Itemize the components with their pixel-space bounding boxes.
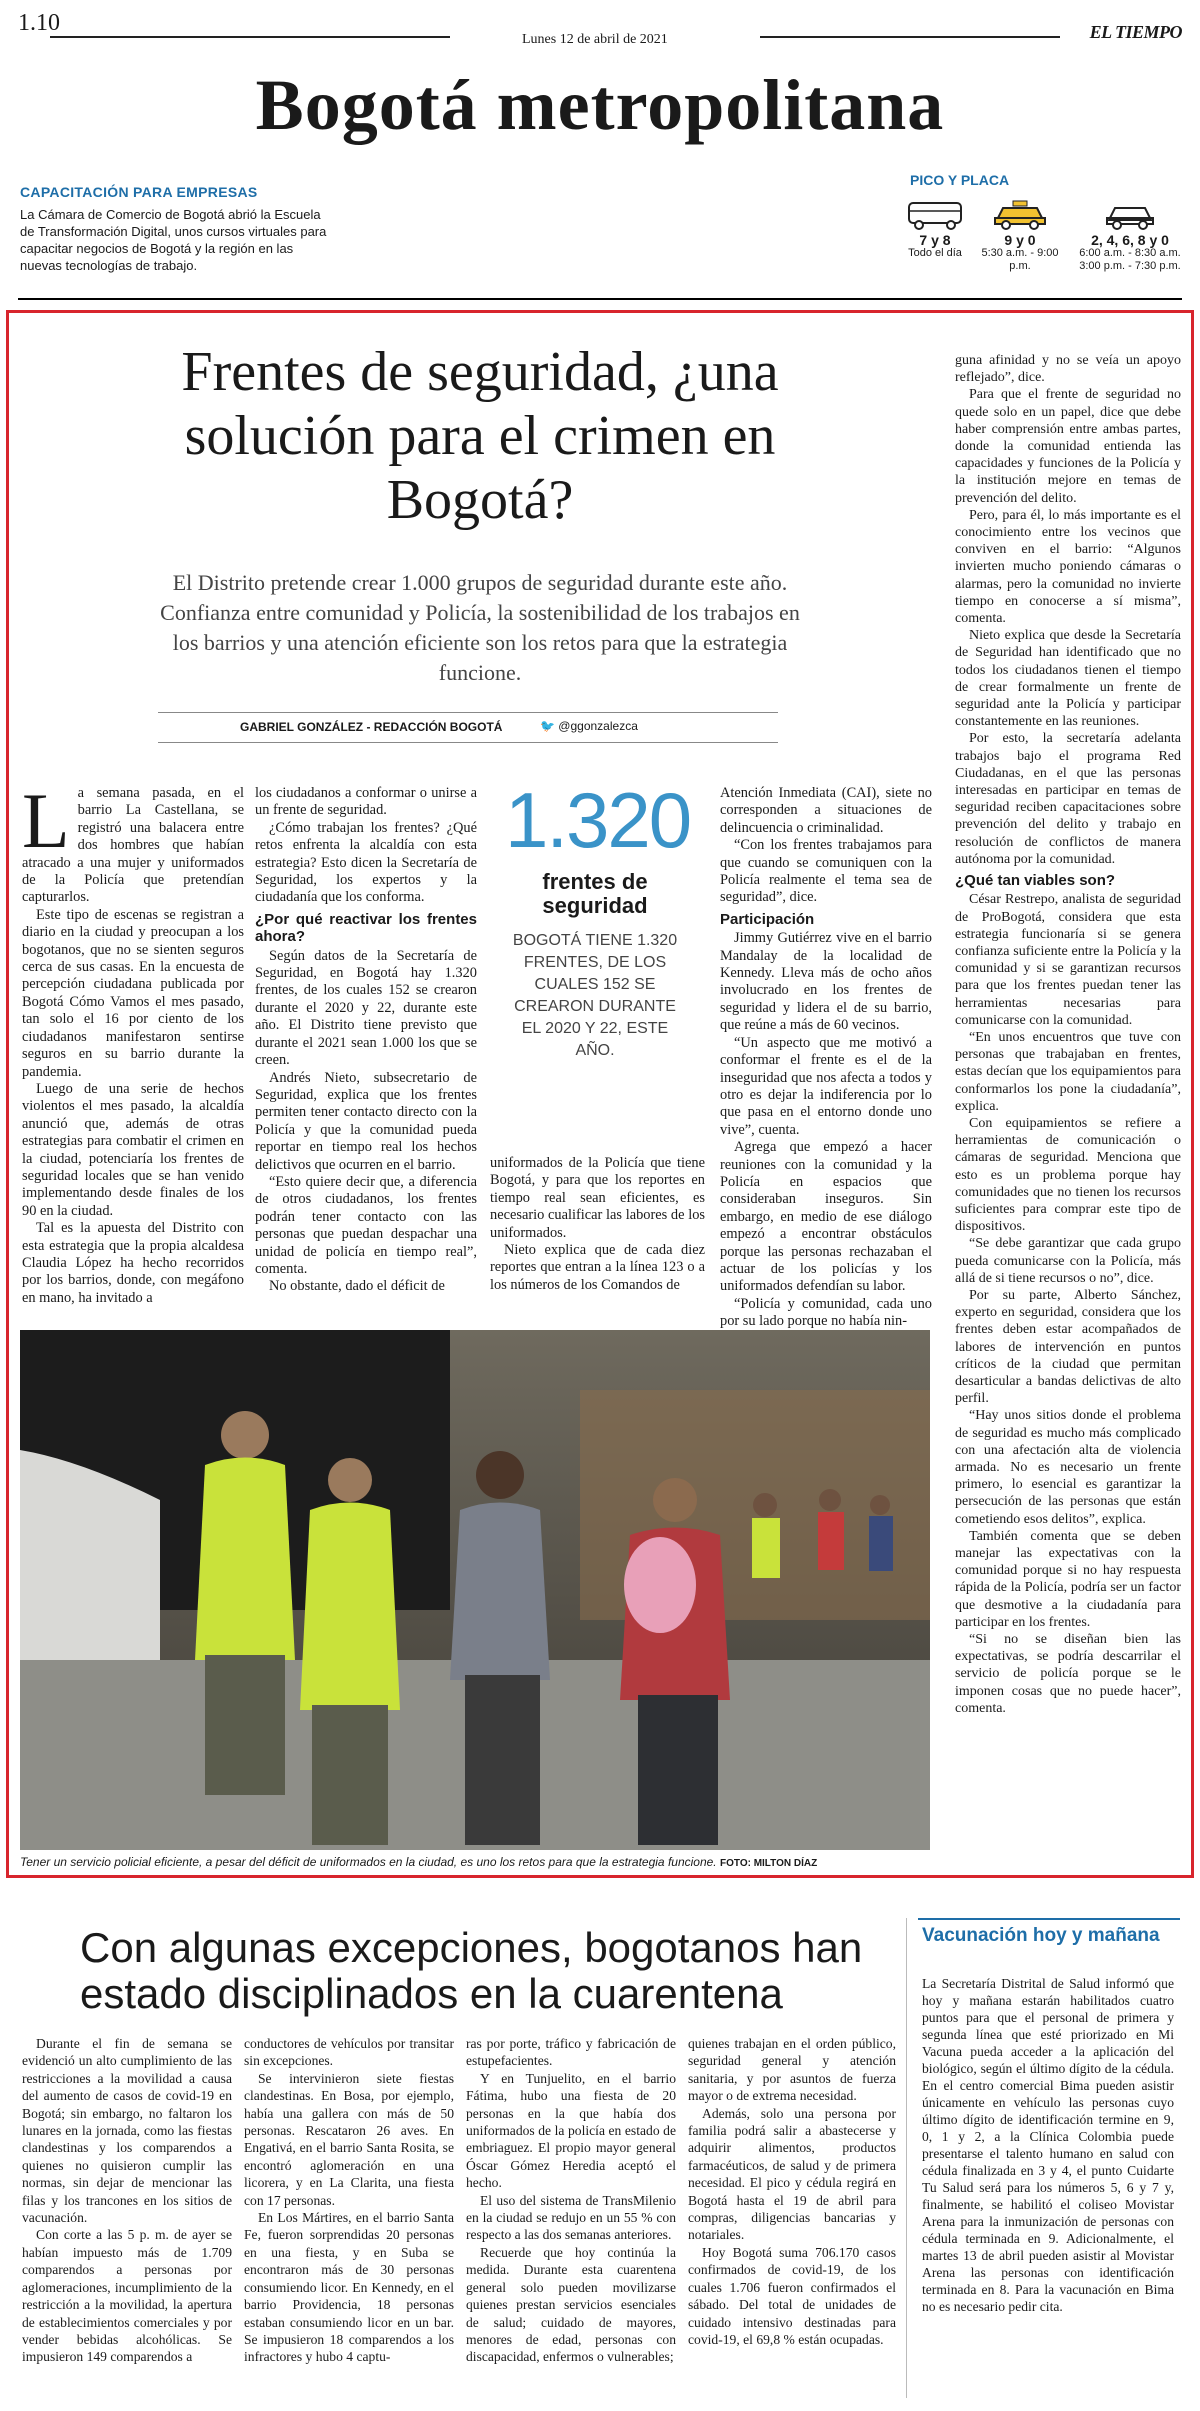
paragraph: Durante el fin de semana se evidenció un alto cumplimiento de las restricciones a la movilidad a causa del aumento de casos de covid-19 en Bogotá; sin embargo, no faltaron los lunares en la jornada, como las fiestas clandestinas y los comparendos a quienes no quisieron cumplir las normas, sin dejar de mencionar las filas y los trancones en los sitios de vacunación. [22,2036,232,2226]
section-title: Bogotá metropolitana [255,65,945,145]
vaccination-title: Vacunación hoy y mañana [922,1925,1160,1946]
paragraph: También comenta que se deben manejar las expectativas con la comunidad porque si no hay respuesta rápida de la Policía, podría ser un factor que desmotive a la ciudadanía para participar en los frentes. [955,1528,1181,1630]
paragraph: Y en Tunjuelito, en el barrio Fátima, hubo una fiesta de 20 personas en la que había dos uniformados de la policía en estado de embriaguez. El propio mayor general Óscar Gómez Heredia aceptó el hecho. [466,2070,676,2191]
article-column-2 [255,785,477,1296]
masthead-logo: EL TIEMPO [1089,22,1182,42]
subhead: ¿Por qué reactivar los frentes ahora? [255,910,477,946]
paragraph: ras por porte, tráfico y fabricación de estupefacientes. [466,2036,676,2069]
brief-kicker: CAPACITACIÓN PARA EMPRESAS [20,184,258,200]
paragraph: “Policía y comunidad, cada uno por su lado porque no había nin- [720,1295,932,1330]
paragraph: ¿Cómo trabajan los frentes? ¿Qué retos enfrenta la alcaldía con esta estrategia? Esto dicen la Secretaría de Seguridad, los expertos y la ciudadanía que los conforma. [255,819,477,906]
paragraph: Pero, para él, lo más importante es el conocimiento entre los vecinos que conviven en el barrio: “Algunos invierten mucho poniendo cámaras o alarmas, pero la comunidad no invierte tiempo en conocerse a sí misma”, comenta. [955,507,1181,627]
paragraph: Atención Inmediata (CAI), siete no corresponden a situaciones de delincuencia o criminalidad. [720,785,932,836]
taxi-days: 9 y 0 [1004,232,1036,248]
car-icon [1075,198,1185,232]
paragraph: Por esto, la secretaría adelanta trabajos bajo el programa Red Ciudadanas, en el que las personas interesadas en participar en temas de seguridad reciben capacitaciones sobre prevención del delito y trabajo en resolución de conflictos de manera autónoma por la comunidad. [955,731,1181,867]
article-column-3 [490,1155,705,1294]
article-photo [20,1330,930,1850]
byline-rule-bottom [158,742,778,743]
paragraph: Por su parte, Alberto Sánchez, experto en seguridad, considera que los frentes deben estar acompañados de labores de intervención en puntos críticos de la ciudad que permitan desarticular a bandas delictivas de alto perfil. [955,1287,1181,1407]
article2-headline: Con algunas excepciones, bogotanos han estado disciplinados en la cuarentena [80,1924,863,2017]
pico-y-placa-title: PICO Y PLACA [910,172,1010,188]
article-column-1 [22,777,244,1307]
paragraph: Con corte a las 5 p. m. de ayer se habían impuesto más de 1.709 comparendos a personas por aglomeraciones, incumplimiento de la restricción a la movilidad, la apertura de establecimientos comerciales y por vender bebidas alcohólicas. Se impusieron 149 comparendos a [22,2227,232,2365]
paragraph: Además, solo una persona por familia podrá salir a abastecerse y adquirir alimentos, productos farmacéuticos, de salud y de primera necesidad. El pico y cédula regirá en Bogotá hasta el 19 de abril para compras, diligencias bancarias y notariales. [688,2105,896,2243]
taxi-icon [970,198,1070,232]
brief-text: La Cámara de Comercio de Bogotá abrió la Escuela de Transformación Digital, unos cursos virtuales para capacitar negocios de Bogotá y la región en las nuevas tecnologías de trabajo. [20,207,327,273]
date-line: Lunes 12 de abril de 2021 [522,32,668,47]
byline: GABRIEL GONZÁLEZ - REDACCIÓN BOGOTÁ [240,720,503,734]
stat-number: 1.320 [505,776,691,864]
paragraph: quienes trabajan en el orden público, seguridad general y atención sanitaria, y por asuntos de fuerza mayor o de extrema necesidad. [688,2036,896,2104]
paragraph: “Un aspecto que me motivó a conformar el frente es el de la inseguridad que nos afecta a todos y otro es dejar la indiferencia por lo que pasa en el entorno donde uno vive”, cuenta. [720,1034,932,1138]
paragraph: Jimmy Gutiérrez vive en el barrio Mandalay de la localidad de Kennedy. Lleva más de ocho años involucrado en los frentes de seguridad y lidera el de su barrio, que reúne a más de 60 vecinos. [720,930,932,1034]
vaccination-text: La Secretaría Distrital de Salud informó que hoy y mañana estarán habilitados cuatro puntos para que el personal de primera y segunda línea que esté priorizado en Mi Vacuna pueda acceder a la aplicación del biológico, según el último dígito de la cédula. En el centro comercial Bima pueden asistir únicamente en vehículo las personas cuyo último dígito de identificación termine en 9, 0, 1 y 2, a la Clínica Colombia puede presentarse el talento humano en salud con cédula finalizada en 3 y 4, el punto Cuidarte Tu Salud será para los números 5, 6 y 7 y, finalmente, se habilitó el coliseo Movistar Arena para la inmunización de personas con cédula terminada en 9. Adicionalmente, el martes 13 de abril pueden asistir al Movistar Arena las personas con identificación terminada en 8. Para la vacunación en Bima no es necesario pedir cita. [922,1976,1174,2314]
stat-label: frentes de seguridad [542,869,648,918]
article-column-4 [720,785,932,1331]
column-divider [906,1918,907,2398]
paragraph: Según datos de la Secretaría de Seguridad, en Bogotá hay 1.320 frentes, de los cuales 152 se crearon durante el 2020 y 22, durante este año. El Distrito tiene previsto que durante el 2021 sean 1.000 los que se creen. [255,947,477,1069]
subhead: ¿Qué tan viables son? [955,872,1116,890]
paragraph: “En unos encuentros que tuve con personas que trabajaban en frentes, estas decían que los equipamientos para conformarlos los pone la ciudadanía”, explica. [955,1029,1181,1114]
paragraph: “Se debe garantizar que cada grupo pueda comunicarse con la Policía, más allá de si tiene recursos o no”, dice. [955,1236,1181,1286]
car-hours: 6:00 a.m. - 8:30 a.m. 3:00 p.m. - 7:30 p.m. [1079,247,1181,272]
top-rule-left [50,36,450,38]
paragraph: En Los Mártires, en el barrio Santa Fe, fueron sorprendidas 20 personas en una fiesta, y en Suba se encontraron más de 30 personas consumiendo licor. En Kennedy, en el barrio Providencia, 18 personas estaban consumiendo licor en un bar. Se impusieron 18 comparendos a los infractores y hubo 4 captu- [244,2210,454,2365]
drop-cap: L [22,777,70,864]
bus-days: 7 y 8 [919,232,951,248]
paragraph: Nieto explica que de cada diez reportes que entran a la línea 123 o a los números de los Comandos de [490,1242,705,1293]
paragraph: Luego de una serie de hechos violentos el mes pasado, la alcaldía anunció que, además de otras estrategias para combatir el crimen en la ciudad, potenciaría los frentes de seguridad locales que se han venido implementando desde finales de los 90 en la ciudad. [22,1080,244,1219]
pico-y-placa-car [1075,198,1185,273]
twitter-handle-text: @ggonzalezca [558,719,638,733]
paragraph: Se intervinieron siete fiestas clandestinas. En Bosa, por ejemplo, había una gallera con más de 50 personas. Rescataron 26 aves. En Engativá, en el barrio Santa Rosita, se encontró aglomeración en una licorera, y en La Clarita, una fiesta con 17 personas. [244,2070,454,2208]
paragraph: Nieto explica que desde la Secretaría de Seguridad han identificado que no todos los ciudadanos tienen el tiempo de crear formalmente un frente de seguridad ante la Policía y participar constantemente en las reuniones. [955,628,1181,730]
pico-y-placa-taxi [970,198,1070,273]
top-rule-right [760,36,1060,38]
sidebar-rule [918,1918,1180,1920]
paragraph: Con equipamientos se refiere a herramientas de comunicación o cámaras de seguridad. Menciona que esto es un problema porque hay comunidades que no tienen los recursos suficientes para comprar este tipo de dispositivos. [955,1115,1181,1235]
article-headline: Frentes de seguridad, ¿una solución para el crimen en Bogotá? [181,341,779,531]
article2-column-1 [22,2035,232,2366]
stat-description: BOGOTÁ TIENE 1.320 FRENTES, DE LOS CUALES 152 SE CREARON DURANTE EL 2020 Y 22, ESTE AÑO. [512,932,678,1059]
paragraph: Recuerde que hoy continúa la medida. Durante esta cuarentena general solo pueden movilizarse quienes prestan servicios esenciales de salud; cuidado de mayores, menores de edad, personas con discapacidad, enfermos o vulnerables; [466,2244,676,2365]
taxi-hours: 5:30 a.m. - 9:00 p.m. [981,247,1059,272]
paragraph: El uso del sistema de TransMilenio en la ciudad se redujo en un 55 % con respecto a las dos semanas anteriores. [466,2192,676,2243]
twitter-handle [540,719,638,733]
paragraph: “Con los frentes trabajamos para que cuando se comuniquen con la Policía realmente el tema sea de seguridad”, dice. [720,837,932,906]
photo-caption [20,1855,930,1869]
paragraph: “Hay unos sitios donde el problema de seguridad es mucho más complicado con una afectación alta de violencia armada. No es necesario un frente primero, lo esencial es garantizar la persecución de las personas que están cometiendo esos delitos”, explica. [955,1408,1181,1527]
twitter-icon: 🐦 [540,719,555,733]
paragraph: Hoy Bogotá suma 706.170 casos confirmados de covid-19, de los cuales 1.706 fueron confirmados el sábado. Del total de unidades de cuidado intensivo destinadas para covid-19, el 69,8 % están ocupadas. [688,2244,896,2347]
paragraph: “Esto quiere decir que, a diferencia de otros ciudadanos, los frentes podrán tener contacto con las personas que puedan despachar una unidad de policía en tiempo real”, comenta. [255,1173,477,1277]
article-deck: El Distrito pretende crear 1.000 grupos de seguridad durante este año. Confianza entre comunidad y Policía, la sostenibilidad de los trabajos en los barrios y una atención eficiente son los retos para que la estrategia funcione. [160,570,800,685]
caption-text: Tener un servicio policial eficiente, a pesar del déficit de uniformados en la ciudad, es uno los retos para que la estrategia funcione. [20,1855,717,1869]
paragraph: a semana pasada, en el barrio La Castellana, se registró una balacera entre dos hombres que habían atracado a una mujer y uniformados de la Policía que pretendían capturarlos. [22,785,244,906]
paragraph: los ciudadanos a conformar o unirse a un frente de seguridad. [255,785,477,819]
header-bottom-rule [18,298,1182,300]
photo-credit: FOTO: MILTON DÍAZ [720,1858,818,1869]
paragraph: guna afinidad y no se veía un apoyo reflejado”, dice. [955,353,1181,386]
paragraph: conductores de vehículos por transitar sin excepciones. [244,2036,454,2069]
paragraph: César Restrepo, analista de seguridad de ProBogotá, considera que esta estrategia funcionaría si se genera confianza suficiente entre la Policía y la comunidad y si se garantizan recursos para que los frentes puedan tener las herramientas necesarias para comunicarse con la comunidad. [955,892,1181,1028]
paragraph: “Si no se diseñan bien las expectativas, se podría descarrilar el servicio de policía porque se le imponen cosas que no puede hacer”, comenta. [955,1632,1181,1716]
paragraph: Tal es la apuesta del Distrito con esta estrategia que la propia alcaldesa Claudia López ha hecho recorridos por los barrios, donde, con megáfono en mano, ha invitado a [22,1220,244,1306]
paragraph: uniformados de la Policía que tiene Bogotá, y para que los reportes en tiempo real sean eficientes, es necesario cualificar las labores de los uniformados. [490,1155,705,1241]
paragraph: Agrega que empezó a hacer reuniones con la comunidad y la Policía en espacios que consideraban inseguros. Sin embargo, en medio de ese diálogo empezó a encontrar obstáculos porque las personas rechazaban el actuar de los policías y los uniformados defendían su labor. [720,1139,932,1295]
paragraph: Andrés Nieto, subsecretario de Seguridad, explica que los frentes permiten tener contacto directo con la Policía y que la comunidad pueda reportar en tiempo real los hechos delictivos que ocurren en el barrio. [255,1069,477,1173]
paragraph: Para que el frente de seguridad no quede solo en un papel, dice que debe haber comprensión entre ambas partes, donde la comunidad entienda las capacidades y funciones de la Policía y la institución mejore en temas de prevención del delito. [955,387,1181,506]
pico-y-placa-bus [900,198,970,260]
car-days: 2, 4, 6, 8 y 0 [1091,232,1169,248]
paragraph: Este tipo de escenas se registran a diario en la ciudad y preocupan a los bogotanos, que no se sienten seguros cerca de sus casas. En la encuesta de percepción ciudadana publicada por Bogotá Cómo Vamos el mes pasado, tan solo el 16 por ciento de los ciudadanos manifestaron sentirse seguros en su barrio durante la pandemia. [22,906,244,1080]
page-number: 1.10 [18,10,60,36]
bus-hours: Todo el día [908,247,962,259]
byline-rule-top [158,712,778,713]
subhead: Participación [720,910,815,928]
paragraph: No obstante, dado el déficit de [269,1278,445,1295]
article-column-5 [955,352,1181,1717]
article2-column-4 [688,2035,896,2348]
article2-column-2 [244,2035,454,2366]
article2-column-3 [466,2035,676,2366]
bus-icon [900,198,970,232]
